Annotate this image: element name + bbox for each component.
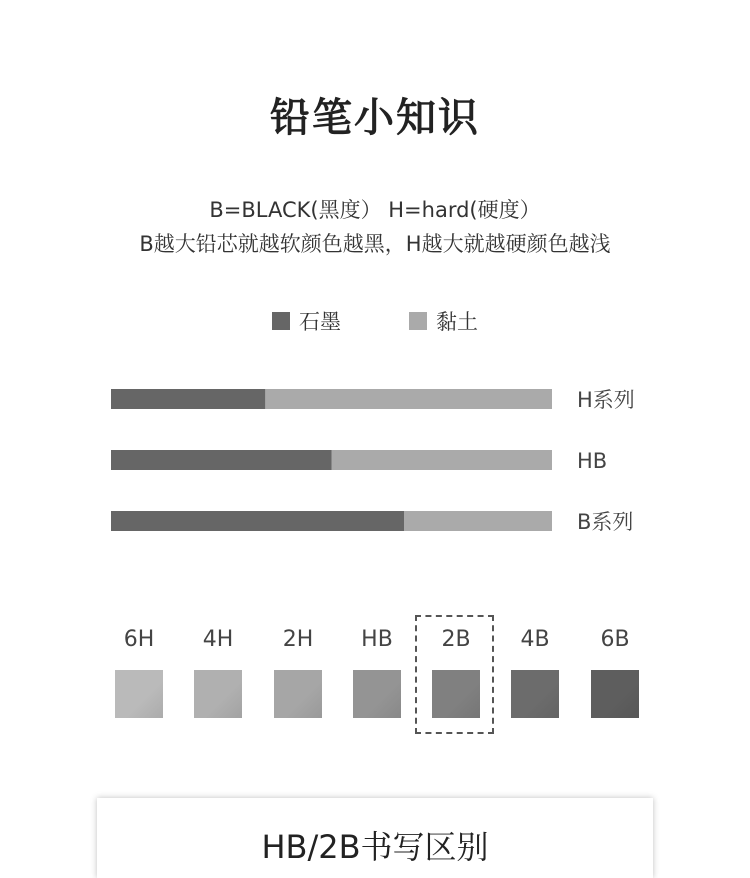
bar-segment-graphite-1	[111, 450, 332, 470]
description-line-2: B越大铅芯就越软颜色越黑，H越大就越硬颜色越浅	[139, 232, 611, 256]
grade-swatch	[353, 670, 401, 718]
grade-label: 2H	[282, 627, 314, 652]
graphite-swatch	[272, 312, 290, 330]
legend-item-graphite	[272, 306, 341, 336]
bar-segment-clay-2	[404, 511, 552, 531]
pencil-grade-scale	[0, 620, 750, 750]
grade-label: 6B	[600, 627, 630, 652]
page-title: 铅笔小知识	[270, 95, 480, 141]
bar-category-label: HB	[577, 449, 608, 473]
bar-segment-graphite-2	[111, 511, 404, 531]
legend-label-graphite: 石墨	[299, 310, 341, 334]
legend-label-clay: 黏土	[436, 310, 478, 334]
grade-label: HB	[361, 627, 393, 652]
grade-item	[585, 620, 645, 718]
grade-item	[268, 620, 328, 718]
bar-segment-clay-1	[332, 450, 553, 470]
grade-swatch	[511, 670, 559, 718]
grade-swatch	[274, 670, 322, 718]
legend-item-clay	[409, 306, 478, 336]
description-line-1: B=BLACK(黑度） H=hard(硬度）	[209, 198, 541, 222]
grade-item	[347, 620, 407, 718]
grade-label: 6H	[123, 627, 155, 652]
grade-label: 4B	[520, 627, 550, 652]
bar-segment-graphite-0	[111, 389, 265, 409]
grade-swatch	[115, 670, 163, 718]
bar-category-label: H系列	[577, 388, 635, 412]
highlighted-grade-frame	[415, 615, 494, 734]
chart-legend	[0, 306, 750, 336]
clay-swatch	[409, 312, 427, 330]
grade-label: 2B	[441, 627, 471, 652]
section-card	[97, 798, 653, 878]
grade-swatch	[591, 670, 639, 718]
section-title: HB/2B书写区别	[261, 828, 489, 866]
bar-segment-clay-0	[265, 389, 552, 409]
grade-item	[188, 620, 248, 718]
bar-category-label: B系列	[577, 510, 634, 534]
grade-item	[505, 620, 565, 718]
grade-swatch	[194, 670, 242, 718]
grade-label: 4H	[202, 627, 234, 652]
grade-item	[109, 620, 169, 718]
composition-bar-chart	[0, 370, 750, 570]
